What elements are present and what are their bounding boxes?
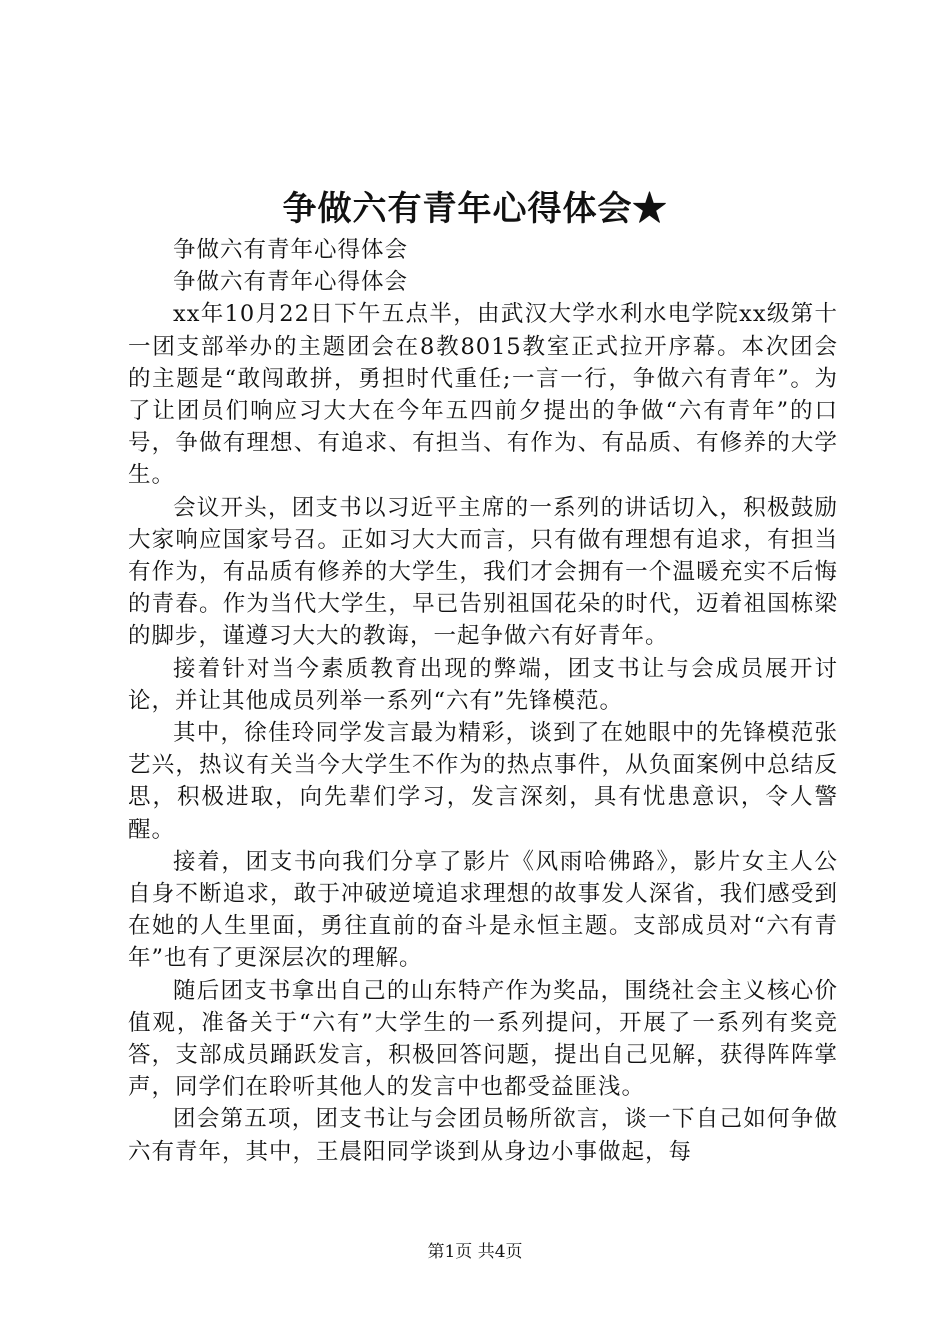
document-title: 争做六有青年心得体会★	[282, 189, 668, 229]
paragraph: 会议开头，团支书以习近平主席的一系列的讲话切入，积极鼓励大家响应国家号召。正如习大大而言，只有做有理想有追求，有担当有作为，有品质有修养的大学生，我们才会拥有一个温暖充实不后悔的青春。作为当代大学生，早已告别祖国花朵的时代，迈着祖国栋梁的脚步，谨遵习大大的教诲，一起争做六有好青年。	[128, 494, 838, 650]
paragraph: xx年10月22日下午五点半，由武汉大学水利水电学院xx级第十一团支部举办的主题团会在8教8015教室正式拉开序幕。本次团会的主题是“敢闯敢拼，勇担时代重任;一言一行，争做六有青年”。为了让团员们响应习大大在今年五四前夕提出的争做“六有青年”的口号，争做有理想、有追求、有担当、有作为、有品质、有修养的大学生。	[128, 301, 838, 489]
paragraph: 其中，徐佳玲同学发言最为精彩，谈到了在她眼中的先锋模范张艺兴，热议有关当今大学生不作为的热点事件，从负面案例中总结反思，积极进取，向先辈们学习，发言深刻，具有忧患意识，令人警醒。	[128, 720, 838, 843]
paragraph: 团会第五项，团支书让与会团员畅所欲言，谈一下自己如何争做六有青年，其中，王晨阳同学谈到从身边小事做起，每	[128, 1106, 838, 1165]
paragraph: 接着针对当今素质教育出现的弊端，团支书让与会成员展开讨论，并让其他成员列举一系列“六有”先锋模范。	[128, 655, 838, 714]
page-number-footer: 第1页 共4页	[427, 1242, 523, 1262]
document-body	[128, 234, 838, 1168]
paragraph: 争做六有青年心得体会	[173, 269, 409, 296]
paragraph: 随后团支书拿出自己的山东特产作为奖品，围绕社会主义核心价值观，准备关于“六有”大学生的一系列提问，开展了一系列有奖竞答，支部成员踊跃发言，积极回答问题，提出自己见解，获得阵阵掌声，同学们在聆听其他人的发言中也都受益匪浅。	[128, 977, 838, 1101]
paragraph: 争做六有青年心得体会	[173, 237, 409, 263]
paragraph: 接着，团支书向我们分享了影片《风雨哈佛路》，影片女主人公自身不断追求，敢于冲破逆境追求理想的故事发人深省，我们感受到在她的人生里面，勇往直前的奋斗是永恒主题。支部成员对“六有青年”也有了更深层次的理解。	[128, 848, 838, 972]
